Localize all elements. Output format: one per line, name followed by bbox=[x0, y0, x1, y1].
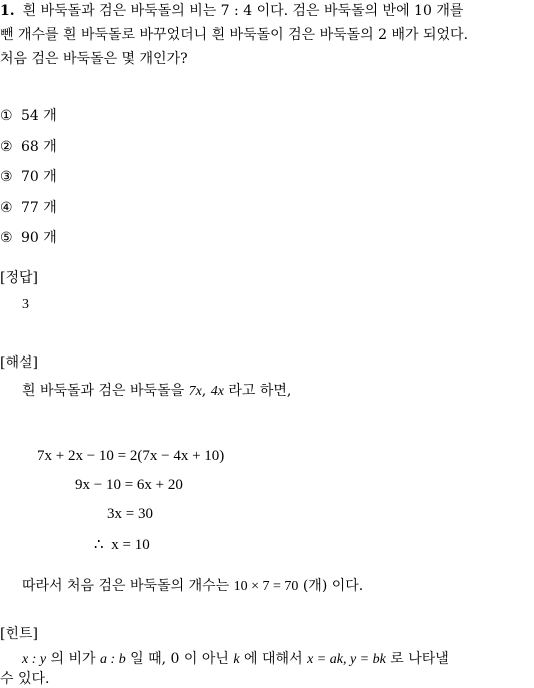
problem-line-3: 처음 검은 바둑돌은 몇 개인가? bbox=[0, 51, 188, 67]
problem-number: 1. bbox=[0, 3, 15, 19]
choice-text: 68 개 bbox=[21, 139, 57, 155]
hint-line-2: 수 있다. bbox=[0, 671, 50, 687]
hint-line-1: x : y 의 비가 a : b 일 때, 0 이 아닌 k 에 대해서 x = ak, y = bk 로 나타낼 bbox=[22, 651, 449, 667]
choice-text: 70 개 bbox=[21, 169, 57, 185]
choice-marker: ⑤ bbox=[0, 230, 13, 246]
choice-marker: ④ bbox=[0, 200, 13, 216]
equation-4: ∴ x = 10 bbox=[94, 537, 150, 553]
choice-marker: ③ bbox=[0, 169, 13, 185]
problem-line-2: 뺀 개수를 흰 바둑돌로 바꾸었더니 흰 바둑돌이 검은 바둑돌의 2 배가 되었다. bbox=[0, 27, 469, 43]
answer-value: 3 bbox=[22, 297, 29, 312]
choice-marker: ② bbox=[0, 139, 13, 155]
choice-text: 54 개 bbox=[21, 108, 57, 124]
solution-intro: 흰 바둑돌과 검은 바둑돌을 7x, 4x 라고 하면, bbox=[22, 383, 292, 399]
choice-1[interactable] bbox=[0, 105, 57, 125]
solution-label: [해설] bbox=[0, 355, 38, 371]
intro-term-2: 4x bbox=[210, 384, 224, 399]
choice-text: 90 개 bbox=[21, 230, 57, 246]
solution-conclusion: 따라서 처음 검은 바둑돌의 개수는 10 × 7 = 70 (개) 이다. bbox=[22, 578, 364, 594]
choice-3[interactable] bbox=[0, 166, 57, 186]
equation-1: 7x + 2x − 10 = 2(7x − 4x + 10) bbox=[37, 448, 225, 464]
hint-label: [힌트] bbox=[0, 626, 38, 642]
choice-text: 77 개 bbox=[21, 200, 57, 216]
intro-term-1: 7x bbox=[188, 384, 202, 399]
therefore-symbol: ∴ bbox=[94, 537, 104, 553]
choice-5[interactable] bbox=[0, 227, 57, 247]
choice-2[interactable] bbox=[0, 136, 57, 156]
answer-label: [정답] bbox=[0, 270, 38, 286]
problem-line-1: 흰 바둑돌과 검은 바둑돌의 비는 7 : 4 이다. 검은 바둑돌의 반에 10 개를 bbox=[22, 3, 464, 19]
choice-4[interactable] bbox=[0, 197, 57, 217]
equation-2: 9x − 10 = 6x + 20 bbox=[75, 477, 183, 493]
choice-marker: ① bbox=[0, 108, 13, 124]
equation-3: 3x = 30 bbox=[107, 506, 153, 522]
